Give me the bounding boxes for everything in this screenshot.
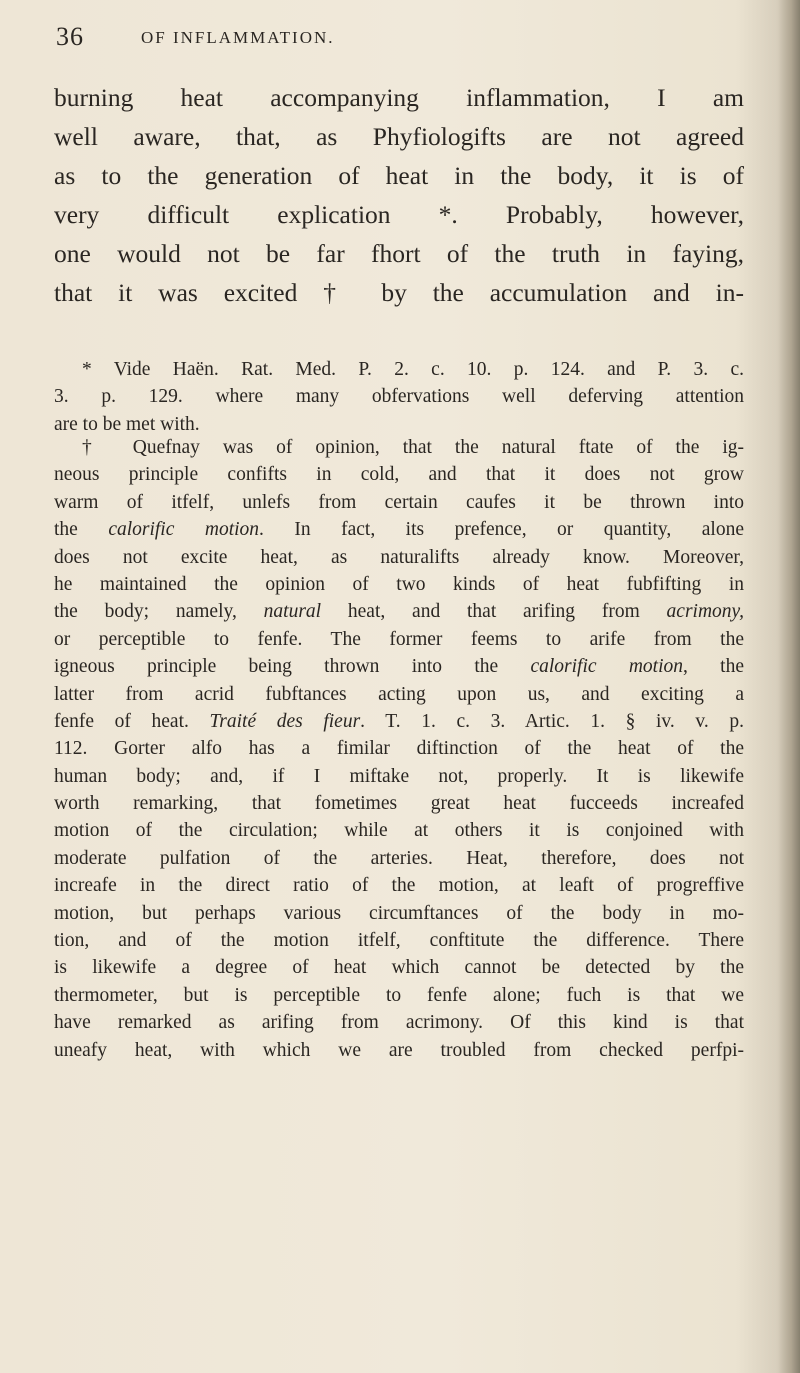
footnote-line: is likewife a degree of heat which cannot be detected by the [54,957,744,979]
footnote-line: * Vide Haën. Rat. Med. P. 2. c. 10. p. 124. and P. 3. c. [82,359,744,380]
footnote-line: 112. Gorter alfo has a fimilar diftinction of the heat of the [54,738,744,760]
footnote-line: the calorific motion. In fact, its prefence, or quantity, alone [54,519,744,541]
footnote-1 [54,356,744,438]
footnote-line: moderate pulfation of the arteries. Heat, therefore, does not [54,847,744,869]
footnote-2 [54,434,744,1064]
main-text-line: as to the generation of heat in the body, it is of [54,161,744,190]
footnote-line: motion of the circulation; while at others it is conjoined with [54,820,744,842]
running-title: OF INFLAMMATION. [141,28,335,47]
footnote-line: increafe in the direct ratio of the motion, at leaft of progreffive [54,875,744,897]
footnote-line: tion, and of the motion itfelf, conftitute the difference. There [54,930,744,952]
page-number: 36 [56,22,84,51]
footnote-line: or perceptible to fenfe. The former feems to arife from the [54,628,744,650]
main-text-line: well aware, that, as Phyfiologifts are not agreed [54,122,744,151]
footnote-line: are to be met with. [54,413,200,435]
footnote-line: he maintained the opinion of two kinds of heat fubfifting in [54,573,744,595]
main-text-line: one would not be far fhort of the truth in faying, [54,239,744,268]
footnote-line: fenfe of heat. Traité des fieur. T. 1. c. 3. Artic. 1. § iv. v. p. [54,710,744,732]
footnote-line: worth remarking, that fometimes great heat fucceeds increafed [54,793,744,815]
footnote-line: 3. p. 129. where many obfervations well deferving attention [54,386,744,408]
footnote-line: human body; and, if I miftake not, properly. It is likewife [54,765,744,787]
main-text-line: that it was excited † by the accumulation and in- [54,278,744,307]
footnote-line: igneous principle being thrown into the calorific motion, the [54,656,744,678]
footnote-line: have remarked as arifing from acrimony. Of this kind is that [54,1012,744,1034]
footnote-line: neous principle confifts in cold, and that it does not grow [54,464,744,486]
footnote-line: the body; namely, natural heat, and that arifing from acrimony, [54,601,744,623]
main-text-line: burning heat accompanying inflammation, I am [54,83,744,112]
main-text [54,78,744,312]
main-text-line: very difficult explication *. Probably, however, [54,200,744,229]
page-binding-shadow [778,0,800,1373]
page-header [56,22,746,62]
footnote-line: † Quefnay was of opinion, that the natural ftate of the ig- [82,437,744,458]
footnote-line: does not excite heat, as naturalifts already know. Moreover, [54,546,744,568]
footnote-line: motion, but perhaps various circumftances of the body in mo- [54,902,744,924]
footnote-line: warm of itfelf, unlefs from certain caufes it be thrown into [54,491,744,513]
footnote-line: uneafy heat, with which we are troubled from checked perfpi- [54,1039,744,1061]
footnote-line: latter from acrid fubftances acting upon us, and exciting a [54,683,744,705]
footnote-line: thermometer, but is perceptible to fenfe alone; fuch is that we [54,984,744,1006]
